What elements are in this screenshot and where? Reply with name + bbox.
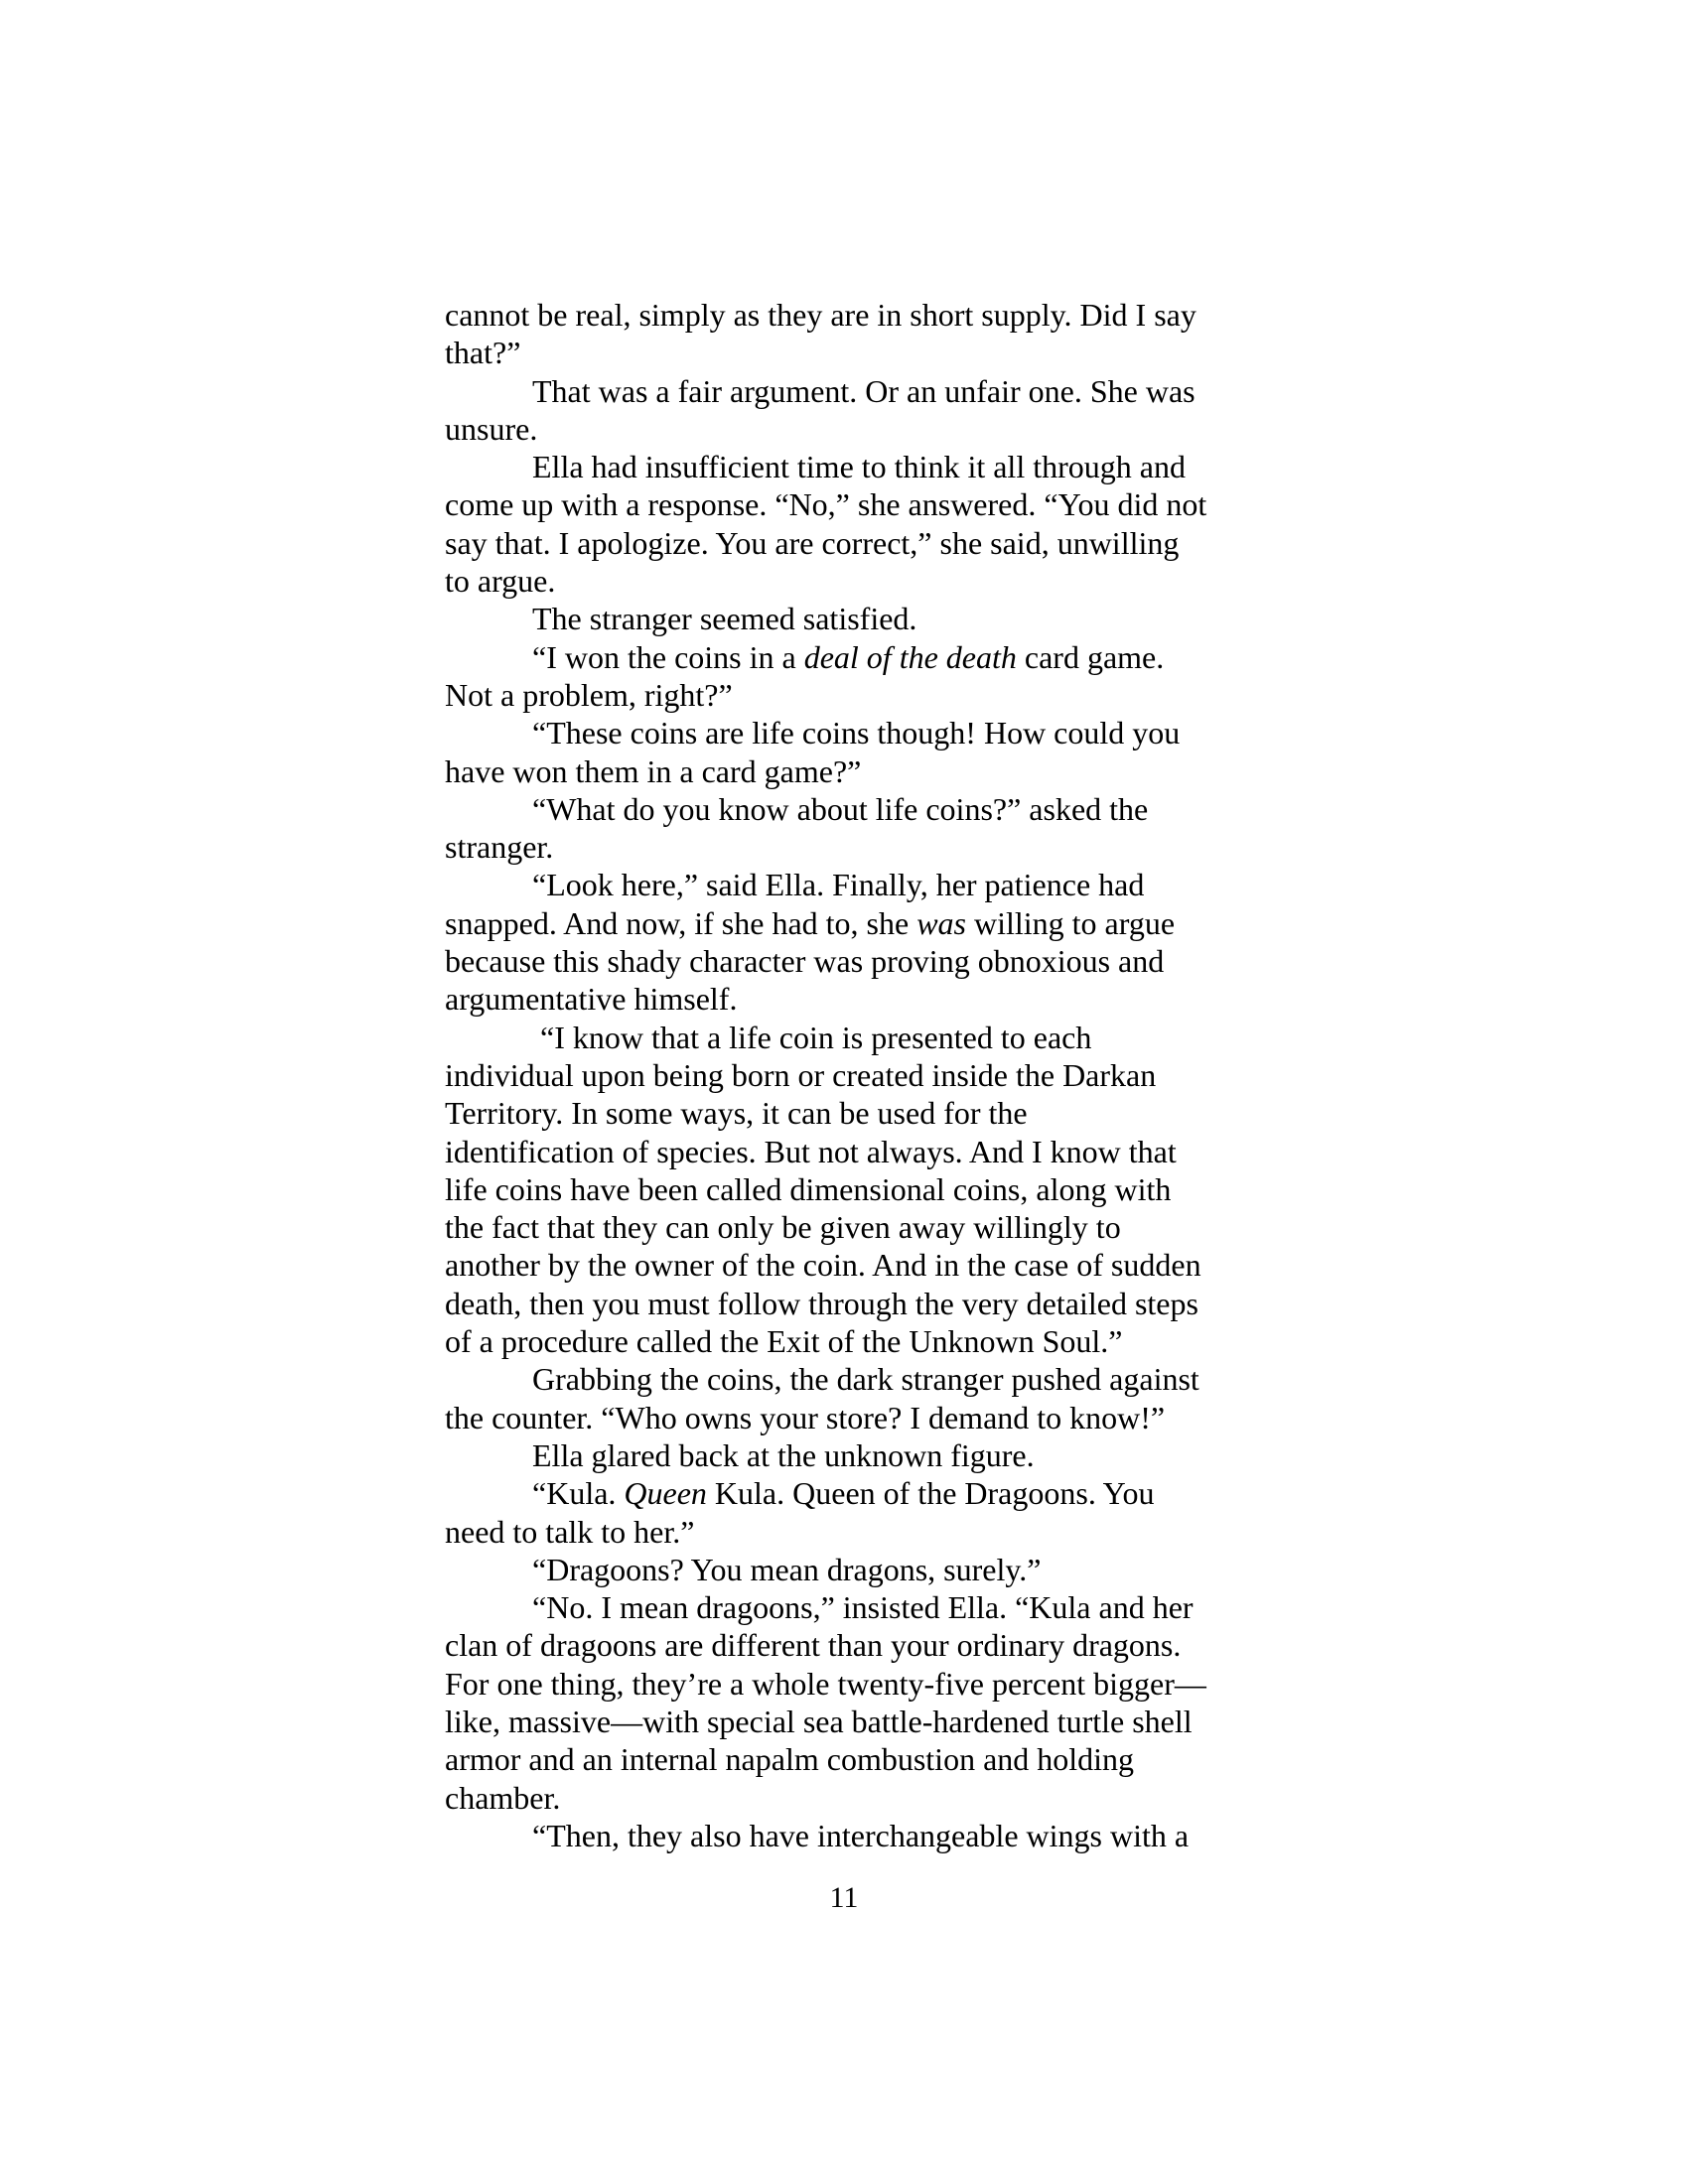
text-line: “What do you know about life coins?” asked the (532, 790, 1149, 827)
text-line: “These coins are life coins though! How could you (532, 715, 1181, 751)
text-line (445, 638, 1269, 676)
text-line: argumentative himself. (445, 981, 738, 1018)
text-line: unsure. (445, 410, 538, 447)
text-line: armor and an internal napalm combustion and holding (445, 1741, 1135, 1778)
text-line: “I know that a life coin is presented to each (540, 1019, 1092, 1055)
italic-text: Queen (624, 1475, 707, 1512)
text-line: chamber. (445, 1779, 561, 1816)
text-segment: Kula. Queen of the Dragoons. You (706, 1475, 1155, 1512)
text-line: Ella had insufficient time to think it all through and (532, 449, 1186, 485)
italic-text: deal of the death (803, 638, 1017, 675)
text-segment: “I won the coins in a (532, 638, 804, 675)
text-line: “Dragoons? You mean dragons, surely.” (532, 1551, 1042, 1587)
text-line: life coins have been called dimensional coins, along with (445, 1170, 1172, 1207)
text-line: the fact that they can only be given away willingly to (445, 1209, 1121, 1246)
body-text (445, 296, 1269, 1854)
text-line: For one thing, they’re a whole twenty-five percent bigger— (445, 1665, 1206, 1702)
text-line: death, then you must follow through the very detailed steps (445, 1285, 1198, 1321)
italic-text: was (916, 904, 966, 941)
text-line: to argue. (445, 563, 556, 600)
text-line: clan of dragoons are different than your ordinary dragons. (445, 1627, 1182, 1664)
text-line: say that. I apologize. You are correct,” she said, unwilling (445, 524, 1180, 561)
text-line: Ella glared back at the unknown figure. (532, 1436, 1035, 1473)
text-line: “Look here,” said Ella. Finally, her patience had (532, 867, 1145, 903)
text-line: of a procedure called the Exit of the Unknown Soul.” (445, 1323, 1123, 1360)
text-line: individual upon being born or created inside the Darkan (445, 1056, 1157, 1093)
text-line: like, massive—with special sea battle-hardened turtle shell (445, 1703, 1193, 1739)
text-line: need to talk to her.” (445, 1513, 695, 1550)
text-line: Grabbing the coins, the dark stranger pushed against (532, 1361, 1199, 1398)
text-line: come up with a response. “No,” she answered. “You did not (445, 486, 1207, 523)
text-line: that?” (445, 335, 521, 371)
text-line (445, 1474, 1269, 1512)
text-line (445, 904, 1269, 942)
text-line: identification of species. But not always. And I know that (445, 1133, 1177, 1169)
text-line: cannot be real, simply as they are in short supply. Did I say (445, 297, 1196, 333)
page-number: 11 (829, 1881, 859, 1914)
text-segment: card game. (1016, 638, 1165, 675)
text-segment: willing to argue (965, 904, 1176, 941)
text-line: have won them in a card game?” (445, 752, 862, 789)
text-line: The stranger seemed satisfied. (532, 601, 917, 637)
text-line: “Then, they also have interchangeable wings with a (532, 1817, 1190, 1853)
text-segment: snapped. And now, if she had to, she (445, 904, 917, 941)
text-line: the counter. “Who owns your store? I demand to know!” (445, 1399, 1166, 1435)
text-line: “No. I mean dragoons,” insisted Ella. “Kula and her (532, 1589, 1194, 1626)
text-line: That was a fair argument. Or an unfair one. She was (532, 372, 1196, 409)
text-line: Territory. In some ways, it can be used for the (445, 1095, 1028, 1132)
text-segment: “Kula. (532, 1475, 625, 1512)
text-line: stranger. (445, 829, 554, 866)
text-line: because this shady character was proving obnoxious and (445, 943, 1165, 980)
text-line: Not a problem, right?” (445, 676, 733, 713)
text-line: another by the owner of the coin. And in the case of sudden (445, 1247, 1201, 1284)
